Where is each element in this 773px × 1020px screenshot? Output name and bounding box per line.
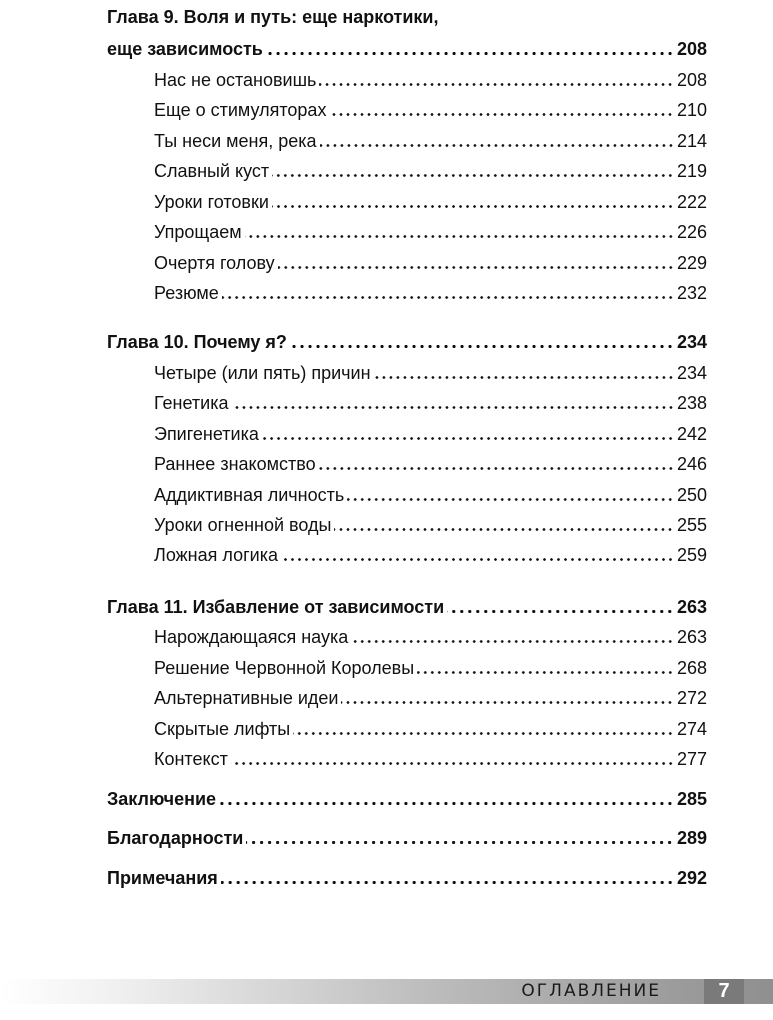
subentry-page: 234 xyxy=(676,363,707,383)
subentry-label: Раннее знакомство xyxy=(154,454,316,474)
subentry-page: 246 xyxy=(676,454,707,474)
toc-subentry[interactable] xyxy=(154,476,707,506)
chapter-10-page: 234 xyxy=(676,332,707,352)
leader-dots xyxy=(272,174,674,177)
leader-dots xyxy=(246,841,674,844)
leader-dots xyxy=(231,762,674,765)
chapter-9-title-line2: еще зависимость xyxy=(107,39,263,59)
leader-dots xyxy=(347,498,674,501)
leader-dots xyxy=(341,701,673,704)
subentry-label: Уроки готовки xyxy=(154,192,269,212)
leader-dots xyxy=(319,83,674,86)
subentry-page: 219 xyxy=(676,161,707,181)
leader-dots xyxy=(281,558,674,561)
notes-label: Примечания xyxy=(107,868,218,888)
chapter-11-page: 263 xyxy=(676,597,707,617)
toc-subentry[interactable] xyxy=(154,536,707,566)
leader-dots xyxy=(266,52,674,55)
subentry-label: Генетика xyxy=(154,393,229,413)
leader-dots xyxy=(447,610,674,613)
toc-subentry[interactable] xyxy=(154,384,707,414)
toc-subentry[interactable] xyxy=(154,740,707,770)
subentry-label: Альтернативные идеи xyxy=(154,688,339,708)
toc-subentry[interactable] xyxy=(154,710,707,740)
subentry-page: 214 xyxy=(676,131,707,151)
chapter-9-title-line1: Глава 9. Воля и путь: еще наркотики, xyxy=(107,7,439,27)
toc-subentry[interactable] xyxy=(154,61,707,91)
acknowledgements-page: 289 xyxy=(676,828,707,848)
subentry-page: 274 xyxy=(676,719,707,739)
notes-entry[interactable] xyxy=(107,859,707,889)
subentry-label: Скрытые лифты xyxy=(154,719,291,739)
subentry-page: 277 xyxy=(676,749,707,769)
subentry-page: 250 xyxy=(676,485,707,505)
subentry-label: Нарождающаяся наука xyxy=(154,627,349,647)
chapter-10-title: Глава 10. Почему я? xyxy=(107,332,287,352)
leader-dots xyxy=(219,802,674,805)
chapter-9-page: 208 xyxy=(676,39,707,59)
toc-subentry[interactable] xyxy=(154,649,707,679)
subentry-label: Аддиктивная личность xyxy=(154,485,345,505)
toc-subentry[interactable] xyxy=(154,91,707,121)
toc-subentry[interactable] xyxy=(154,679,707,709)
subentry-page: 229 xyxy=(676,253,707,273)
subentry-label: Славный куст xyxy=(154,161,270,181)
subentry-page: 268 xyxy=(676,658,707,678)
subentry-page: 238 xyxy=(676,393,707,413)
subentry-label: Контекст xyxy=(154,749,228,769)
leader-dots xyxy=(232,406,674,409)
leader-dots xyxy=(222,296,674,299)
toc-subentry[interactable] xyxy=(154,354,707,384)
subentry-page: 242 xyxy=(676,424,707,444)
leader-dots xyxy=(329,113,674,116)
conclusion-page: 285 xyxy=(676,789,707,809)
toc-subentry[interactable] xyxy=(154,244,707,274)
leader-dots xyxy=(351,640,674,643)
subentry-page: 226 xyxy=(676,222,707,242)
chapter-11-entry[interactable] xyxy=(107,588,707,618)
subentry-label: Эпигенетика xyxy=(154,424,259,444)
footer-page-number: 7 xyxy=(704,979,744,1004)
leader-dots xyxy=(319,467,674,470)
toc-subentry[interactable] xyxy=(154,415,707,445)
subentry-label: Очертя голову xyxy=(154,253,275,273)
leader-dots xyxy=(221,881,674,884)
subentry-page: 272 xyxy=(676,688,707,708)
acknowledgements-label: Благодарности xyxy=(107,828,244,848)
subentry-label: Еще о стимуляторах xyxy=(154,100,327,120)
subentry-page: 208 xyxy=(676,70,707,90)
leader-dots xyxy=(262,437,674,440)
toc-subentry[interactable] xyxy=(154,274,707,304)
leader-dots xyxy=(290,345,674,348)
subentry-label: Уроки огненной воды xyxy=(154,515,332,535)
toc-subentry[interactable] xyxy=(154,445,707,475)
notes-page: 292 xyxy=(676,868,707,888)
chapter-9-entry[interactable] xyxy=(107,30,707,60)
conclusion-label: Заключение xyxy=(107,789,217,809)
subentry-label: Ложная логика xyxy=(154,545,278,565)
toc-subentry[interactable] xyxy=(154,506,707,536)
leader-dots xyxy=(278,266,674,269)
subentry-label: Нас не остановишь xyxy=(154,70,317,90)
leader-dots xyxy=(374,376,674,379)
conclusion-entry[interactable] xyxy=(107,780,707,810)
subentry-label: Решение Червонной Королевы xyxy=(154,658,415,678)
toc-subentry[interactable] xyxy=(154,213,707,243)
leader-dots xyxy=(417,671,674,674)
toc-subentry[interactable] xyxy=(154,183,707,213)
leader-dots xyxy=(245,235,674,238)
subentry-page: 255 xyxy=(676,515,707,535)
subentry-page: 222 xyxy=(676,192,707,212)
subentry-label: Четыре (или пять) причин xyxy=(154,363,371,383)
subentry-page: 232 xyxy=(676,283,707,303)
acknowledgements-entry[interactable] xyxy=(107,819,707,849)
subentry-page: 263 xyxy=(676,627,707,647)
subentry-label: Упрощаем xyxy=(154,222,242,242)
subentry-page: 210 xyxy=(676,100,707,120)
toc-subentry[interactable] xyxy=(154,122,707,152)
toc-subentry[interactable] xyxy=(154,618,707,648)
leader-dots xyxy=(293,732,674,735)
subentry-page: 259 xyxy=(676,545,707,565)
subentry-label: Резюме xyxy=(154,283,219,303)
chapter-11-title: Глава 11. Избавление от зависимости xyxy=(107,597,445,617)
leader-dots xyxy=(334,528,673,531)
leader-dots xyxy=(320,144,674,147)
toc-subentry[interactable] xyxy=(154,152,707,182)
subentry-label: Ты неси меня, река xyxy=(154,131,317,151)
leader-dots xyxy=(272,205,674,208)
footer-section-label: ОГЛАВЛЕНИЕ xyxy=(521,981,661,1001)
chapter-10-entry[interactable] xyxy=(107,323,707,353)
